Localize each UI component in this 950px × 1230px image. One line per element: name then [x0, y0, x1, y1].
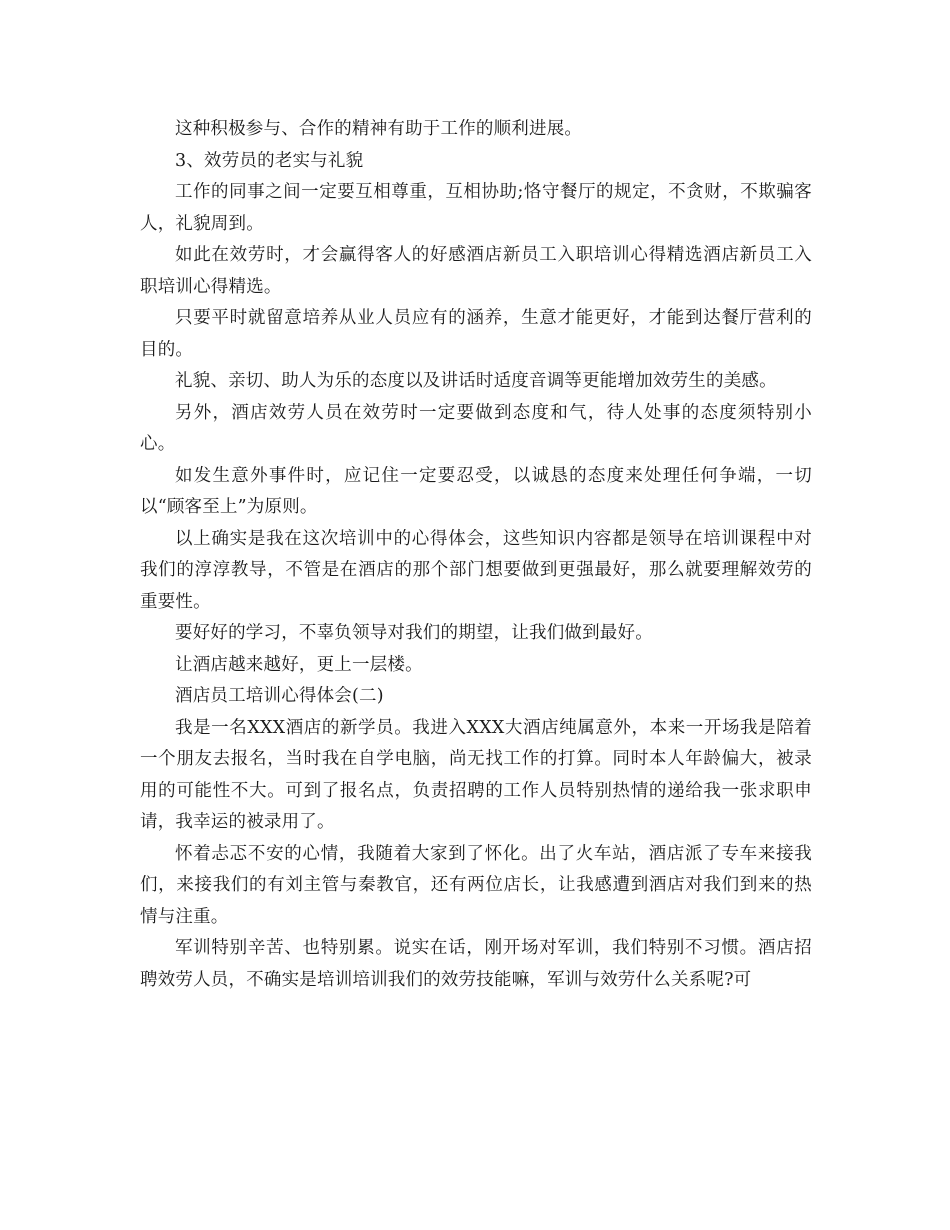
paragraph-4: 如此在效劳时，才会赢得客人的好感酒店新员工入职培训心得精选酒店新员工入职培训心得精选。	[140, 245, 812, 297]
paragraph-8: 如发生意外事件时，应记住一定要忍受，以诚恳的态度来处理任何争端，一切以“顾客至上”为原则。	[140, 465, 812, 517]
paragraph-5: 只要平时就留意培养从业人员应有的涵养，生意才能更好，才能到达餐厅营利的目的。	[140, 308, 812, 360]
paragraph-11: 让酒店越来越好，更上一层楼。	[175, 654, 423, 675]
paragraph-14: 怀着忐忑不安的心情，我随着大家到了怀化。出了火车站，酒店派了专车来接我们，来接我们的有刘主管与秦教官，还有两位店长，让我感遭到酒店对我们到来的热情与注重。	[140, 843, 812, 927]
paragraph-7: 另外，酒店效劳人员在效劳时一定要做到态度和气，待人处事的态度须特别小心。	[140, 402, 812, 454]
paragraph-15: 军训特别辛苦、也特别累。说实在话，刚开场对军训，我们特别不习惯。酒店招聘效劳人员，不确实是培训培训我们的效劳技能嘛，军训与效劳什么关系呢?可	[140, 938, 812, 990]
section-title-part-2: 酒店员工培训心得体会(二)	[175, 686, 384, 706]
paragraph-13: 我是一名XXX酒店的新学员。我进入XXX大酒店纯属意外，本来一开场我是陪着一个朋友去报名，当时我在自学电脑，尚无找工作的打算。同时本人年龄偏大，被录用的可能性不大。可到了报名点，负责招聘的工作人员特别热情的递给我一张求职申请，我幸运的被录用了。	[140, 717, 812, 832]
section-heading-3: 3、效劳员的老实与礼貌	[175, 150, 364, 171]
paragraph-6: 礼貌、亲切、助人为乐的态度以及讲话时适度音调等更能增加效劳生的美感。	[175, 371, 777, 391]
paragraph-3: 工作的同事之间一定要互相尊重，互相协助;恪守餐厅的规定，不贪财，不欺骗客人，礼貌周到。	[140, 182, 812, 234]
paragraph-9: 以上确实是我在这次培训中的心得体会，这些知识内容都是领导在培训课程中对我们的淳淳教导，不管是在酒店的那个部门想要做到更强最好，那么就要理解效劳的重要性。	[140, 528, 812, 612]
paragraph-10: 要好好的学习，不辜负领导对我们的期望，让我们做到最好。	[175, 623, 653, 643]
document-body	[140, 114, 812, 996]
paragraph-1: 这种积极参与、合作的精神有助于工作的顺利进展。	[175, 119, 583, 139]
